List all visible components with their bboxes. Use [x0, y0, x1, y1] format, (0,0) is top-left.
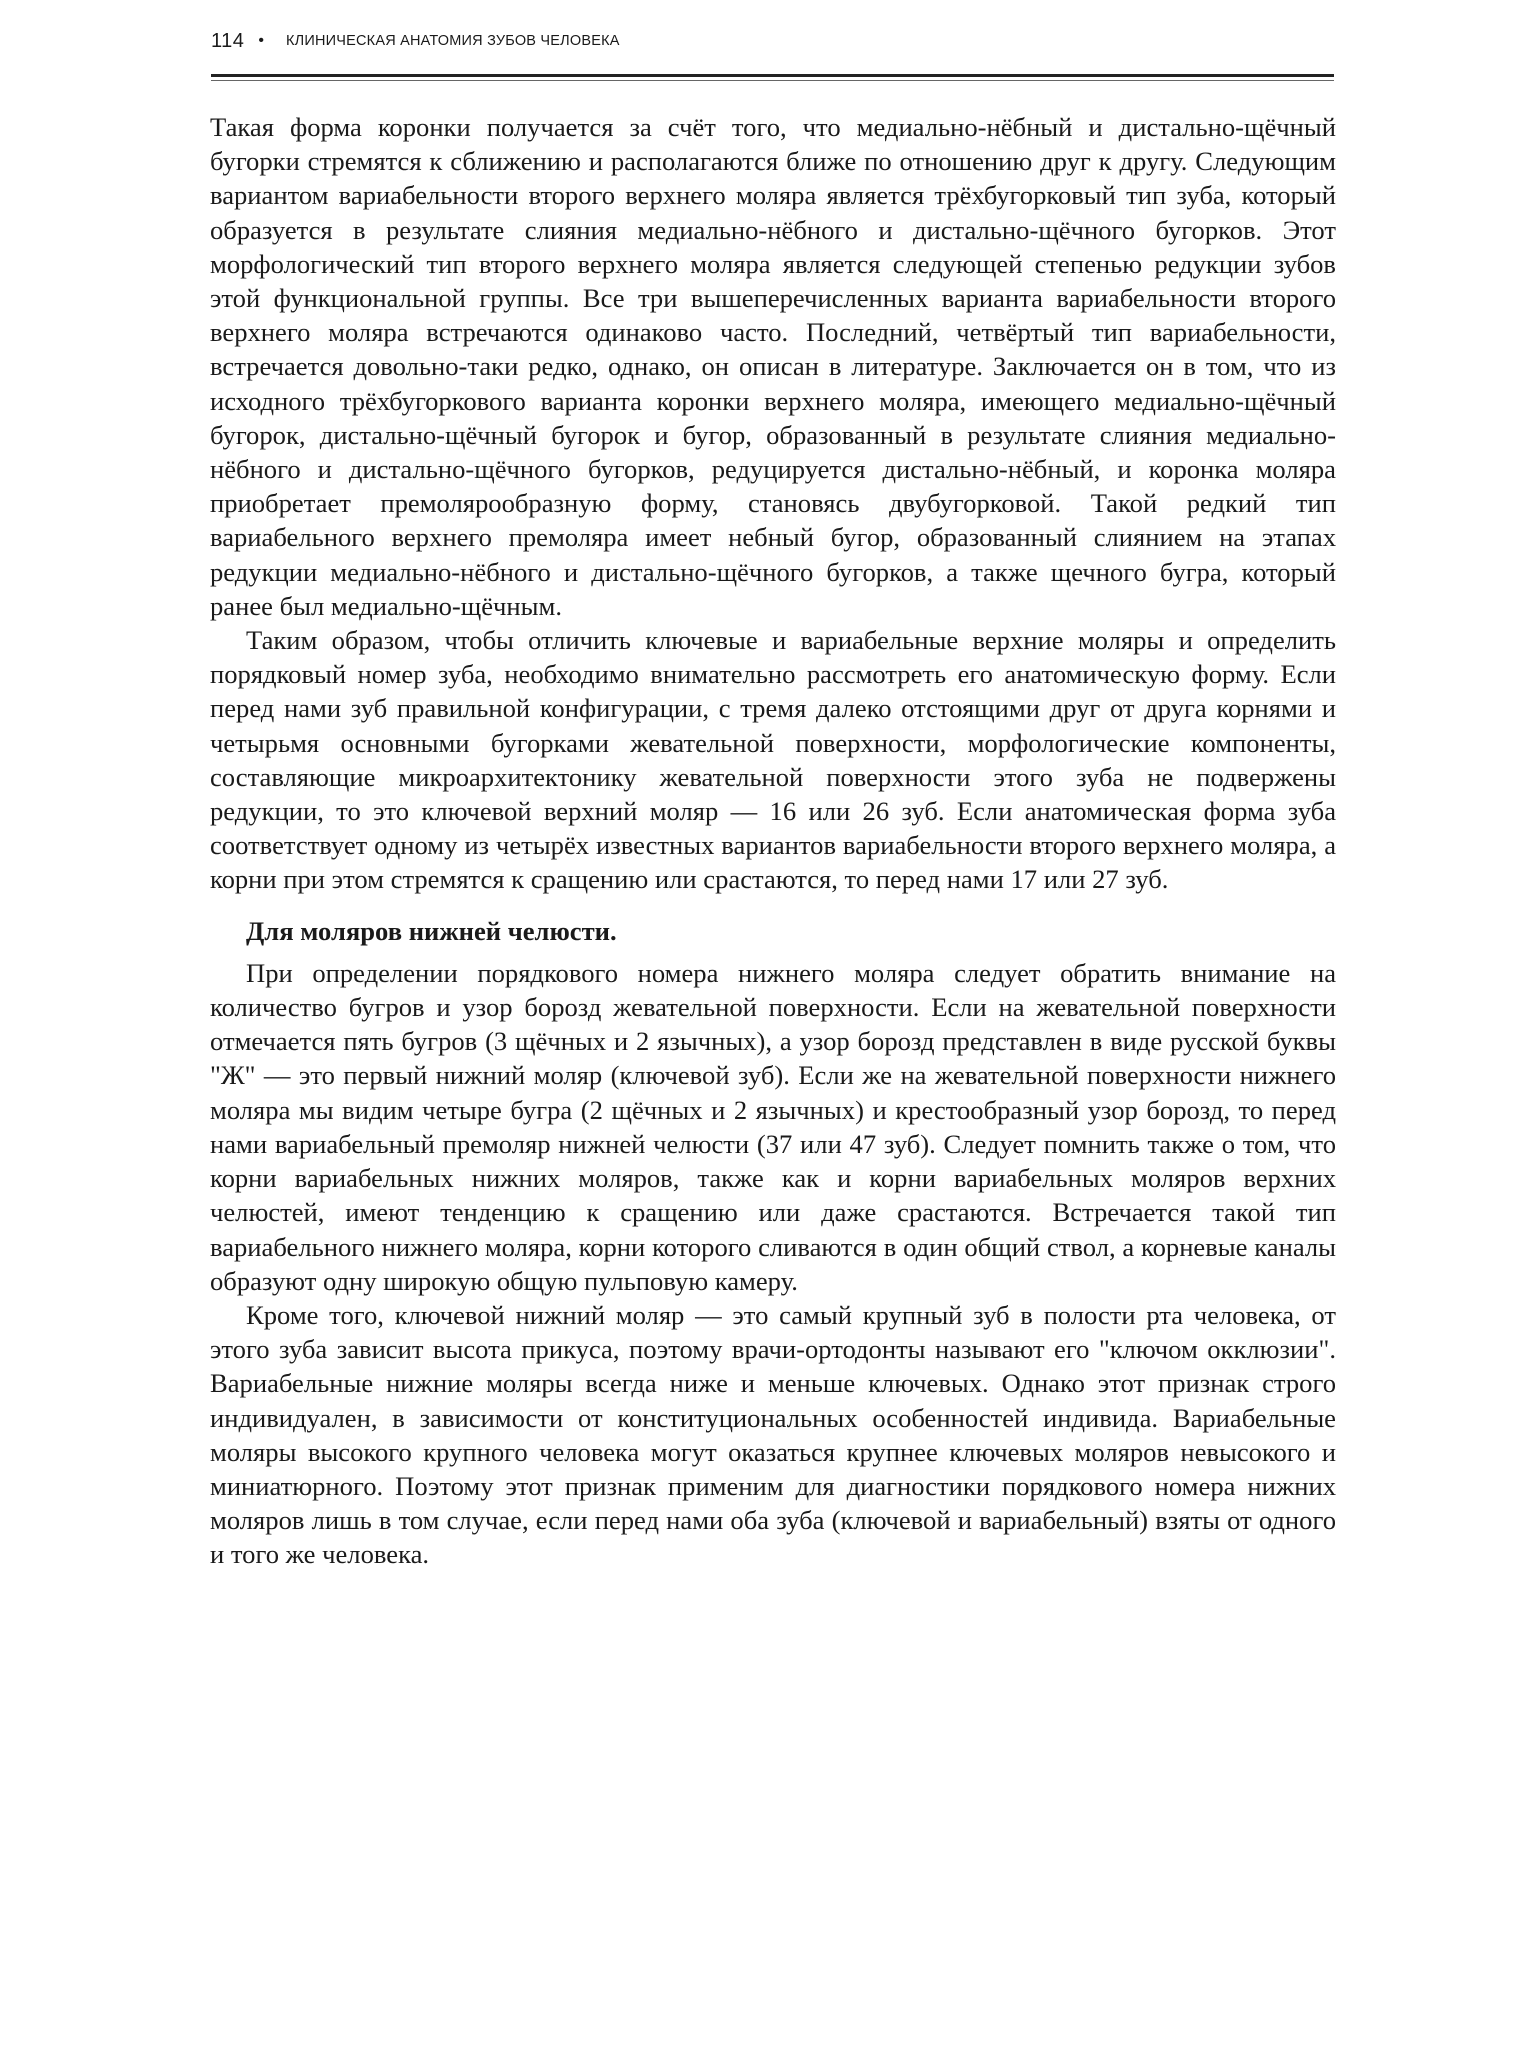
section-heading: Для моляров нижней челюсти. [246, 915, 617, 946]
paragraph-lower-molar-size: Кроме того, ключевой нижний моляр — это самый крупный зуб в полости рта человека, от этого зуба зависит высота прикуса, поэтому врачи-ортодонты называют его "ключом окклюзии". Вариабельные нижние моляры всегда ниже и меньше ключевых. Однако этот признак строго индивидуален, в зависимости от конституциональных особенностей индивида. Вариабельные моляры высокого крупного человека могут оказаться крупнее ключевых моляров невысокого и миниатюрного. Поэтому этот признак применим для диагностики порядкового номера нижних моляров лишь в том случае, если перед нами оба зуба (ключевой и вариабельный) взяты от одного и того же человека. [210, 1299, 1336, 1570]
header-bullet: • [258, 32, 264, 49]
running-header [211, 26, 1331, 56]
body-text [210, 110, 1336, 1572]
book-title: КЛИНИЧЕСКАЯ АНАТОМИЯ ЗУБОВ ЧЕЛОВЕКА [286, 33, 620, 49]
header-rule-thin [211, 80, 1334, 81]
paragraph-upper-molar-summary: Таким образом, чтобы отличить ключевые и вариабельные верхние моляры и определить порядковый номер зуба, необходимо внимательно рассмотреть его анатомическую форму. Если перед нами зуб правильной конфигурации, с тремя далеко отстоящими друг от друга корнями и четырьмя основными бугорками жевательной поверхности, морфологические компоненты, составляющие микроархитектонику жевательной поверхности этого зуба не подвержены редукции, то это ключевой верхний моляр — 16 или 26 зуб. Если анатомическая форма зуба соответствует одному из четырёх известных вариантов вариабельности второго верхнего моляра, а корни при этом стремятся к сращению или срастаются, то перед нами 17 или 27 зуб. [210, 625, 1336, 895]
paragraph-upper-molar-variants: Такая форма коронки получается за счёт того, что медиально-нёбный и дистально-щёчный бугорки стремятся к сближению и располагаются ближе по отношению друг к другу. Следующим вариантом вариабельности второго верхнего моляра является трёхбугорковый тип зуба, который образуется в результате слияния медиально-нёбного и дистально-щёчного бугорков. Этот морфологический тип второго верхнего моляра является следующей степенью редукции зубов этой функциональной группы. Все три вышеперечисленных варианта вариабельности второго верхнего моляра встречаются одинаково часто. Последний, четвёртый тип вариабельности, встречается довольно-таки редко, однако, он описан в литературе. Заключается он в том, что из исходного трёхбугоркового варианта коронки верхнего моляра, имеющего медиально-щёчный бугорок, дистально-щёчный бугорок и бугор, образованный в результате слияния медиально-нёбного и дистально-щёчного бугорков, редуцируется дистально-нёбный, и коронка моляра приобретает премолярообразную форму, становясь двубугорковой. Такой редкий тип вариабельного верхнего премоляра имеет небный бугор, образованный слиянием на этапах редукции медиально-нёбного и дистально-щёчного бугорков, а также щечного бугра, который ранее был медиально-щёчным. [210, 112, 1336, 621]
header-rule [211, 74, 1334, 77]
paragraph-lower-molar-identification: При определении порядкового номера нижнего моляра следует обратить внимание на количество бугров и узор борозд жевательной поверхности. Если на жевательной поверхности отмечается пять бугров (3 щёчных и 2 язычных), а узор борозд представлен в виде русской буквы "Ж" — это первый нижний моляр (ключевой зуб). Если же на жевательной поверхности нижнего моляра мы видим четыре бугра (2 щёчных и 2 язычных) и крестообразный узор борозд, то перед нами вариабельный премоляр нижней челюсти (37 или 47 зуб). Следует помнить также о том, что корни вариабельных нижних моляров, также как и корни вариабельных моляров верхних челюстей, имеют тенденцию к сращению или даже срастаются. Встречается такой тип вариабельного нижнего моляра, корни которого сливаются в один общий ствол, а корневые каналы образуют одну широкую общую пульповую камеру. [210, 957, 1336, 1296]
page-number: 114 [211, 29, 245, 52]
